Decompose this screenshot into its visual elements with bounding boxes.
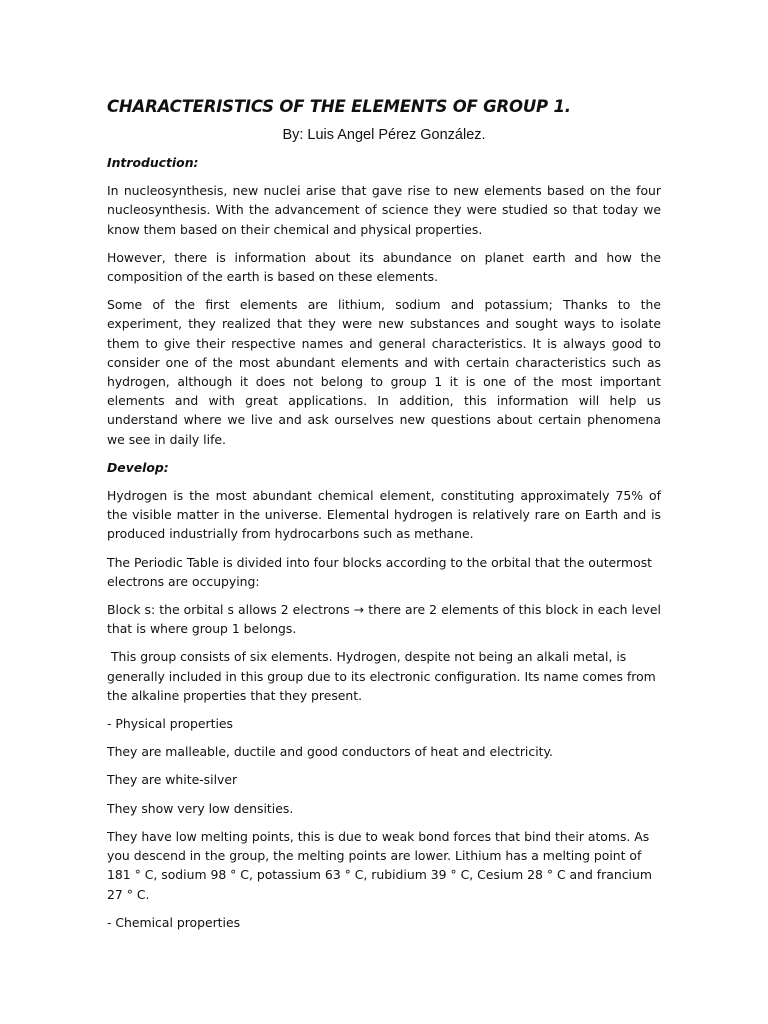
introduction-heading: Introduction: [107,155,199,170]
intro-paragraph-3: Some of the first elements are lithium, sodium and potassium; Thanks to the experiment, they realized that they were new substances and sought ways to isolate them to give their respective names and general characteristics. It is always good to consider one of the most abundant elements and with certain characteristics such as hydrogen, although it does not belong to group 1 it is one of the most important elements and with great applications. In addition, this information will help us understand where we live and ask ourselves new questions about certain phenomena we see in daily life. [107,297,661,447]
physical-paragraph-4: They have low melting points, this is due to weak bond forces that bind their atoms. As you descend in the group, the melting points are lower. Lithium has a melting point of 181 ° C, sodium 98 ° C, potassium 63 ° C, rubidium 39 ° C, Cesium 28 ° C and francium 27 ° C. [107,828,652,902]
intro-paragraph-2: However, there is information about its abundance on planet earth and how the composition of the earth is based on these elements. [107,249,661,285]
physical-properties-heading: - Physical properties [107,716,233,732]
physical-paragraph-3: They show very low densities. [107,800,294,816]
develop-paragraph-2: The Periodic Table is divided into four blocks according to the orbital that the outermost electrons are occupying: [107,554,653,589]
document-page [107,96,661,932]
develop-paragraph-1: Hydrogen is the most abundant chemical element, constituting approximately 75% of the visible matter in the universe. Elemental hydrogen is relatively rare on Earth and is produced industrially from hydrocarbons such as methane. [107,488,661,542]
physical-paragraph-1: They are malleable, ductile and good conductors of heat and electricity. [107,744,553,760]
document-byline: By: Luis Angel Pérez González. [282,127,486,143]
develop-paragraph-3: Block s: the orbital s allows 2 electrons → there are 2 elements of this block in each level that is where group 1 belongs. [107,602,661,637]
intro-paragraph-1: In nucleosynthesis, new nuclei arise that gave rise to new elements based on the four nucleosynthesis. With the advancement of science they were studied so that today we know them based on their chemical and physical properties. [107,183,661,237]
develop-paragraph-4: This group consists of six elements. Hydrogen, despite not being an alkali metal, is generally included in this group due to its electronic configuration. Its name comes from the alkaline properties that they present. [107,649,660,703]
develop-heading: Develop: [107,459,169,475]
document-title: CHARACTERISTICS OF THE ELEMENTS OF GROUP 1. [107,97,571,116]
chemical-properties-heading: - Chemical properties [107,914,241,930]
physical-paragraph-2: They are white-silver [107,772,238,788]
